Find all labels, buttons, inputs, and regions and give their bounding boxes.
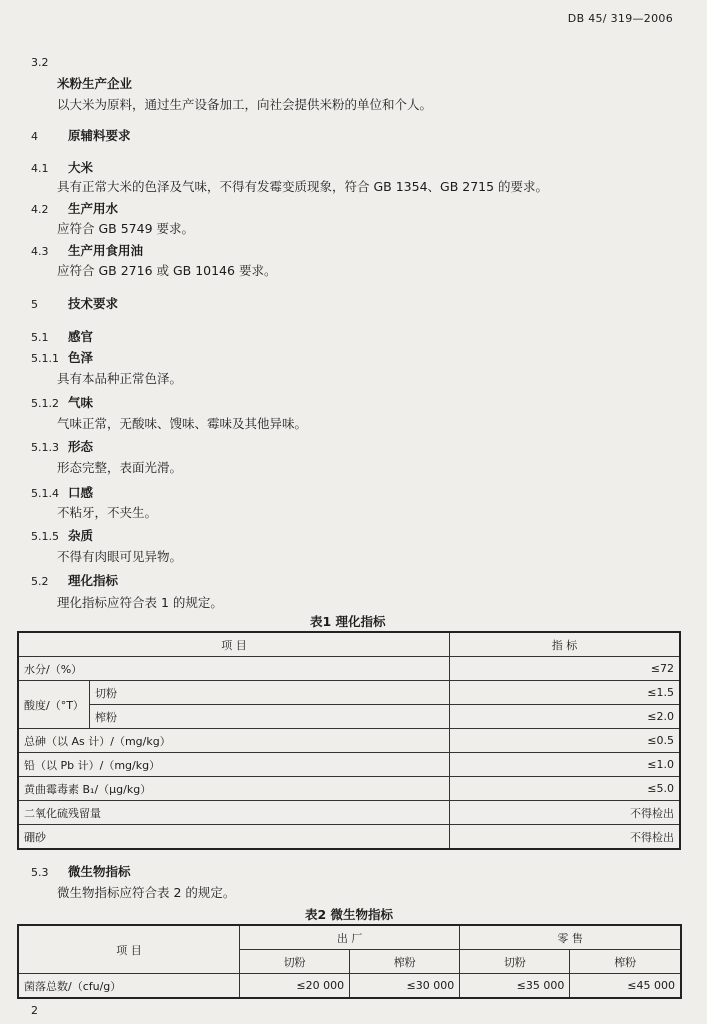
clause-5-1-5: 5.1.5 杂质 xyxy=(31,528,94,543)
standard-number: DB 45/ 319—2006 xyxy=(567,12,673,25)
clause-5-1-2-text: 气味正常，无酸味、馊味、霉味及其他异味。 xyxy=(57,416,308,431)
table-row xyxy=(18,825,680,850)
table1-header xyxy=(18,632,680,657)
table-row xyxy=(18,657,680,681)
table2-factory-header: 出 厂 xyxy=(240,925,460,950)
clause-4-1-text: 具有正常大米的色泽及气味，不得有发霉变质现象，符合 GB 1354、GB 2715 的要求。 xyxy=(57,179,549,194)
table2-value: ≤20 000 xyxy=(240,974,350,999)
clause-5-1-5-text: 不得有肉眼可见异物。 xyxy=(57,549,183,564)
clause-5-2: 5.2 理化指标 xyxy=(31,573,119,588)
clause-3-2-text: 以大米为原料，通过生产设备加工，向社会提供米粉的单位和个人。 xyxy=(57,97,433,112)
table1-subitem: 榨粉 xyxy=(90,705,450,729)
clause-4: 4 原辅料要求 xyxy=(31,128,131,143)
table-row xyxy=(18,705,680,729)
clause-5-1-4: 5.1.4 口感 xyxy=(31,485,94,500)
table1-value: 不得检出 xyxy=(450,801,680,825)
table1-value: 不得检出 xyxy=(450,825,680,850)
table1-value: ≤0.5 xyxy=(450,729,680,753)
table2-subheader-cell: 榨粉 xyxy=(570,950,681,974)
clause-4-3: 4.3 生产用食用油 xyxy=(31,243,144,258)
clause-5-3-text: 微生物指标应符合表 2 的规定。 xyxy=(57,885,236,900)
table2-item-header: 项 目 xyxy=(18,925,240,974)
table1-value: ≤5.0 xyxy=(450,777,680,801)
table1-value: ≤1.0 xyxy=(450,753,680,777)
table2-subheader-cell: 切粉 xyxy=(240,950,350,974)
table1-value: ≤72 xyxy=(450,657,680,681)
clause-5-1-4-text: 不粘牙，不夹生。 xyxy=(57,505,158,520)
clause-5-1: 5.1 感官 xyxy=(31,329,94,344)
table1-item-header: 项 目 xyxy=(18,632,450,657)
table2-value: ≤35 000 xyxy=(460,974,570,999)
clause-5-1-3-text: 形态完整，表面光滑。 xyxy=(57,460,183,475)
table1-subitem: 切粉 xyxy=(90,681,450,705)
clause-3-2-title: 米粉生产企业 xyxy=(57,76,133,91)
table2-value: ≤30 000 xyxy=(350,974,460,999)
table1-caption: 表1 理化指标 xyxy=(310,614,386,629)
clause-5-1-1: 5.1.1 色泽 xyxy=(31,350,94,365)
table1-item: 二氧化硫残留量 xyxy=(18,801,450,825)
table-row xyxy=(18,974,681,999)
table2-retail-header: 零 售 xyxy=(460,925,681,950)
clause-4-2-text: 应符合 GB 5749 要求。 xyxy=(57,221,194,236)
table-row xyxy=(18,729,680,753)
table1-item: 总砷（以 As 计）/（mg/kg） xyxy=(18,729,450,753)
clause-5-1-2: 5.1.2 气味 xyxy=(31,395,94,410)
clause-3-2: 3.2 xyxy=(31,56,49,69)
table1-item: 酸度/（°T） xyxy=(18,681,90,729)
table2-value: ≤45 000 xyxy=(570,974,681,999)
table-row xyxy=(18,681,680,705)
clause-5-2-text: 理化指标应符合表 1 的规定。 xyxy=(57,595,223,610)
table2-item: 菌落总数/（cfu/g） xyxy=(18,974,240,999)
clause-5-1-3: 5.1.3 形态 xyxy=(31,439,94,454)
table2-subheader-cell: 榨粉 xyxy=(350,950,460,974)
table1-item: 黄曲霉毒素 B₁/（μg/kg） xyxy=(18,777,450,801)
table2-header xyxy=(18,925,681,950)
table1-value: ≤1.5 xyxy=(450,681,680,705)
table-row xyxy=(18,777,680,801)
table2-subheader-cell: 切粉 xyxy=(460,950,570,974)
page-number: 2 xyxy=(31,1004,38,1017)
clause-5-3: 5.3 微生物指标 xyxy=(31,864,131,879)
clause-5-1-1-text: 具有本品种正常色泽。 xyxy=(57,371,183,386)
table1-index-header: 指 标 xyxy=(450,632,680,657)
microbial-table xyxy=(17,924,682,999)
table1-item: 铅（以 Pb 计）/（mg/kg） xyxy=(18,753,450,777)
table1-item: 硼砂 xyxy=(18,825,450,850)
clause-4-3-text: 应符合 GB 2716 或 GB 10146 要求。 xyxy=(57,263,277,278)
clause-4-1: 4.1 大米 xyxy=(31,160,94,175)
table1-item: 水分/（%） xyxy=(18,657,450,681)
table1-value: ≤2.0 xyxy=(450,705,680,729)
table-row xyxy=(18,753,680,777)
physicochemical-table xyxy=(17,631,681,850)
table-row xyxy=(18,801,680,825)
clause-4-2: 4.2 生产用水 xyxy=(31,201,119,216)
table2-caption: 表2 微生物指标 xyxy=(305,907,394,922)
clause-5: 5 技术要求 xyxy=(31,296,119,311)
